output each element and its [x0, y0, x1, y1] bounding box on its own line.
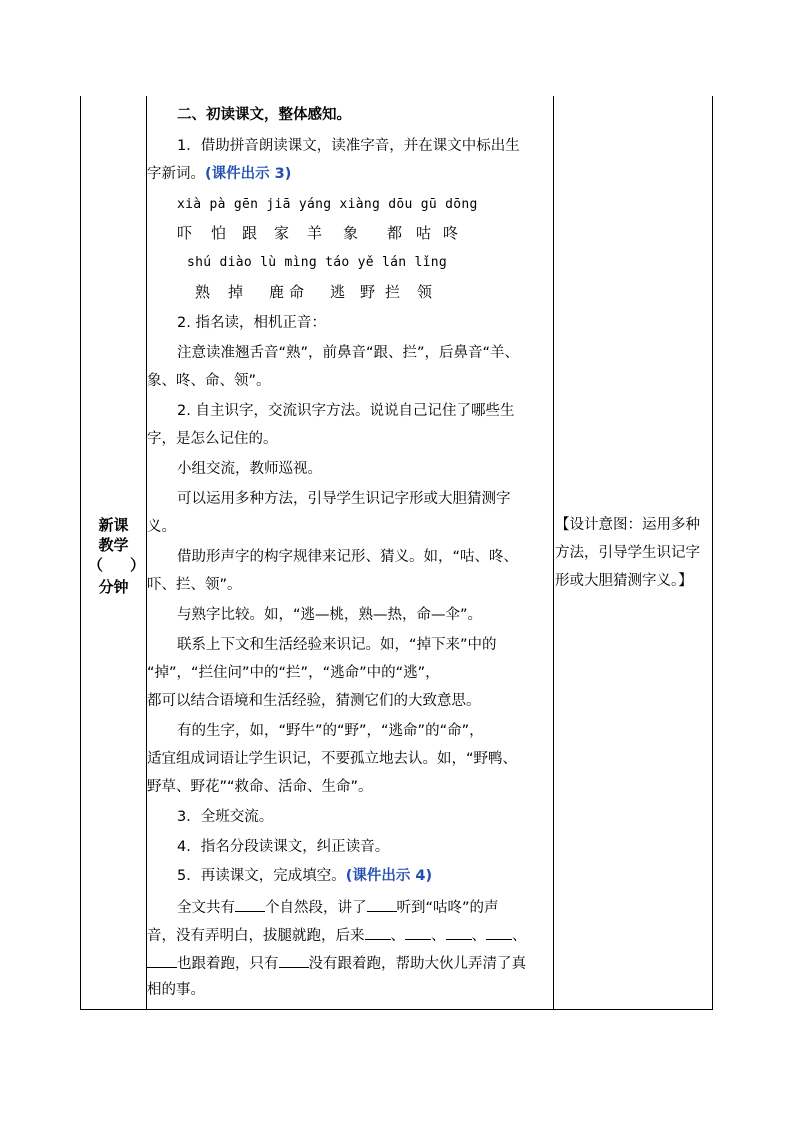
- group-line: 小组交流，教师巡视。: [177, 461, 322, 477]
- section-title: 二、初读课文，整体感知。: [177, 107, 351, 123]
- stage-label-line4: 分钟: [98, 578, 129, 596]
- context-line2: “掉”，“拦住问”中的“拦”，“逃命”中的“逃”，: [147, 665, 440, 681]
- paren-open: （: [88, 556, 104, 574]
- fill-line4: 相的事。: [147, 982, 205, 998]
- step2b-line1: 2. 自主识字，交流识字方法。说说自己记住了哪些生: [177, 403, 515, 419]
- step1-line1: 1．借助拼音朗读课文，读准字音，并在课文中标出生: [177, 138, 520, 154]
- courseware-3: (课件出示 3): [205, 166, 292, 182]
- blank-field: [486, 925, 512, 940]
- blank-field: [367, 897, 397, 912]
- fill-line1: 全文共有 个自然段，讲了 听到“咕咚”的声: [147, 897, 553, 917]
- stage-label-cell: [80, 96, 147, 1010]
- design-intent-cell: [553, 96, 713, 1010]
- note-line2: 象、咚、命、领”。: [147, 373, 271, 389]
- step2b-line2: 字，是怎么记住的。: [147, 431, 278, 447]
- words-line1: 有的生字，如，“野牛”的“野”，“逃命”的“命”，: [177, 723, 484, 739]
- step1-line2: 字新词。(课件出示 3): [147, 166, 292, 182]
- fill-line3: 也跟着跑，只有 没有跟着跑，帮助大伙儿弄清了真: [147, 953, 553, 973]
- step5-line: 5．再读课文，完成填空。(课件出示 4): [177, 868, 433, 884]
- blank-field: [147, 953, 177, 968]
- context-line3: 都可以结合语境和生活经验，猜测它们的大致意思。: [147, 693, 481, 709]
- design-line3: 形或大胆猜测字义。】: [555, 573, 693, 589]
- blank-field: [279, 953, 309, 968]
- blank-field: [365, 925, 391, 940]
- blank-field: [446, 925, 472, 940]
- fill-line2: 音，没有弄明白，拔腿就跑，后来 、 、 、 、: [147, 925, 553, 945]
- pinyin-row-1: xià pà gēn jiā yáng xiàng dōu gū dōng: [177, 197, 478, 212]
- blank-field: [235, 897, 265, 912]
- note-line1: 注意读准翘舌音“熟”，前鼻音“跟、拦”，后鼻音“羊、: [177, 345, 520, 361]
- paren-close: ）: [130, 556, 146, 574]
- courseware-4: (课件出示 4): [345, 868, 433, 884]
- stage-label-line2: 教学: [98, 536, 129, 554]
- main-content-cell: 二、初读课文，整体感知。 1．借助拼音朗读课文，读准字音，并在课文中标出生 字新词。(课件出示 3) xià pà gēn jiā yáng xiàng dōu gū dōng 吓 怕 跟 家 羊 象 都 咕 咚 shú diào lù mìng táo yě lán lǐng 熟 掉 鹿 命 逃 野 拦 领 2. 指名读，相机正音： 注意读准翘舌音“熟”，前鼻音“跟、拦”，后鼻音“羊、 象、咚、命、领”。 2. 自主识字，交流识字方法。说说自己记住了哪些生 字，是怎么记住的。 小组交流，教师巡视。 可以运用多种方法，引导学生识记字形或大胆猜测字 义。 借助形声字的构字规律来记形、猜义。如，“咕、咚、 吓、拦、领”。 与熟字比较。如，“逃—桃，熟—热，命—伞”。 联系上下文和生活经验来识记。如，“掉下来”中的 “掉”，“拦住问”中的“拦”，“逃命”中的“逃”， 都可以结合语境和生活经验，猜测它们的大致意思。 有的生字，如，“野牛”的“野”，“逃命”的“命”， 适宜组成词语让学生识记，不要孤立地去认。如，“野鸭、 野草、野花”“救命、活命、生命”。 3．全班交流。 4．指名分段读课文，纠正读音。 5．再读课文，完成填空。(课件出示 4) 全文共有 个自然段，讲了 听到“咕咚”的声 音，没有弄明白，拔腿就跑，后来 、 、 、 、 也跟着跑，只有 没有跟着跑，帮助大伙儿弄清了真 相的事。: [147, 96, 553, 1010]
- step4-line: 4．指名分段读课文，纠正读音。: [177, 839, 390, 855]
- words-line3: 野草、野花”“救命、活命、生命”。: [147, 779, 373, 795]
- methods-line1: 可以运用多种方法，引导学生识记字形或大胆猜测字: [177, 491, 511, 507]
- compare-line: 与熟字比较。如，“逃—桃，熟—热，命—伞”。: [177, 607, 483, 623]
- methods-line2: 义。: [147, 519, 176, 535]
- context-line1: 联系上下文和生活经验来识记。如，“掉下来”中的: [177, 637, 497, 653]
- words-line2: 适宜组成词语让学生识记，不要孤立地去认。如，“野鸭、: [147, 751, 518, 767]
- shape-line2: 吓、拦、领”。: [147, 577, 242, 593]
- pinyin-row-2: shú diào lù mìng táo yě lán lǐng: [187, 255, 448, 270]
- lesson-table: [80, 96, 713, 1010]
- stage-label-line1: 新课: [98, 516, 129, 534]
- shape-line1: 借助形声字的构字规律来记形、猜义。如，“咕、咚、: [177, 549, 519, 565]
- design-line2: 方法，引导学生识记字: [555, 545, 700, 561]
- step3-line: 3．全班交流。: [177, 809, 274, 825]
- step2-line: 2. 指名读，相机正音：: [177, 315, 326, 331]
- design-line1: 【设计意图：运用多种: [555, 517, 700, 533]
- blank-field: [405, 925, 431, 940]
